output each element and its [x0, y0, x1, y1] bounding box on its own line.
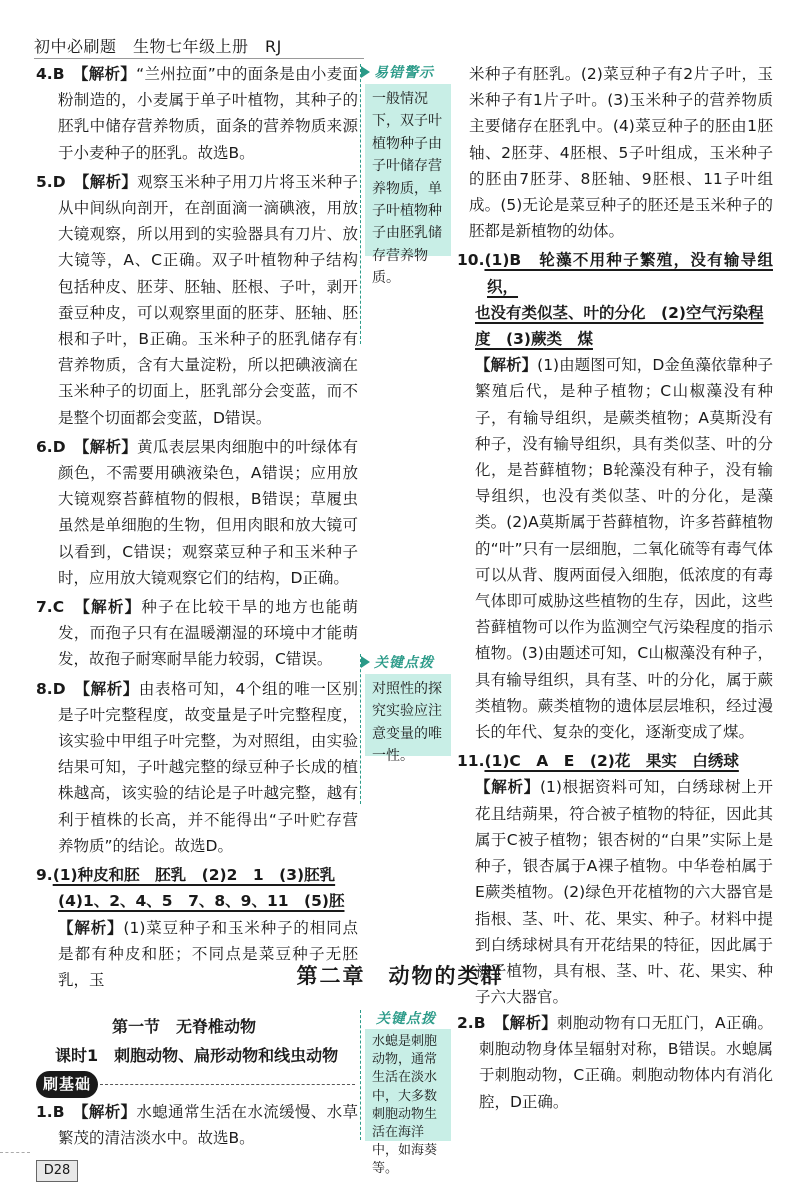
- basics-badge: 刷基础: [36, 1071, 98, 1098]
- basics-right: [457, 1010, 773, 1118]
- q7: 7.C 【解析】种子在比较干旱的地方也能萌发，而孢子只有在温暖潮湿的环境中才能萌发，故孢子耐寒耐旱能力较弱，C错误。: [36, 598, 358, 669]
- q9-answer-line1: (1)种皮和胚 胚乳 (2)2 1 (3)胚乳: [52, 866, 336, 885]
- q11: 11.(1)C A E (2)花 果实 白绣球: [457, 752, 739, 771]
- side-note-2-title: 关键点拨: [374, 655, 434, 671]
- q10-answer-line3: 度 (3)蕨类 煤: [475, 330, 593, 349]
- page-corner: [0, 1152, 30, 1199]
- q9-continued: 米种子有胚乳。(2)菜豆种子有2片子叶，玉米种子有1片子叶。(3)玉米种子的营养物质主要储存在胚乳中。(4)菜豆种子的胚由1胚轴、2胚芽、4胚根、5子叶组成，玉米种子的胚由7胚芽、8胚轴、9胚根、11子叶组成。(5)无论是菜豆种子的胚还是玉米种子的胚都是新植物的幼体。: [469, 65, 773, 241]
- side-note-1: 一般情况下，双子叶植物种子由子叶储存营养物质，单子叶植物种子由胚乳储存营养物质。: [365, 84, 451, 256]
- page-number: D28: [36, 1160, 78, 1182]
- q8: 8.D 【解析】由表格可知，4个组的唯一区别是子叶完整程度，故变量是子叶完整程度，该实验中甲组子叶完整，为对照组，由实验结果可知，子叶越完整的绿豆种子长成的植株越高，该实验的结论是子叶越完整，越有利于植株的长高，并不能得出“子叶贮存营养物质”的结论。故选D。: [36, 679, 358, 855]
- side-note-3-title: 关键点拨: [376, 1011, 436, 1027]
- left-column: [36, 61, 358, 996]
- q9-analysis: 【解析】(1)菜豆种子和玉米种子的相同点是都有种皮和胚；不同点是菜豆种子无胚乳，玉: [58, 918, 358, 989]
- side-note-1-title: 易错警示: [374, 65, 434, 81]
- q10-analysis: 【解析】(1)由题图可知，D金鱼藻依靠种子繁殖后代，是种子植物；C山椒藻没有种子，有输导组织，是蕨类植物；A莫斯没有种子，没有输导组织，具有类似茎、叶的分化，是苔藓植物；B轮藻没有种子，没有输导组织，也没有类似茎、叶的分化，是藻类。(2)A莫斯属于苔藓植物，许多苔藓植物的“叶”只有一层细胞，二氧化硫等有毒气体可以从背、腹两面侵入细胞，低浓度的有毒气体即可威胁这些植物的生存，因此，这些苔藓植物可以作为监测空气污染程度的指示植物。(3)由题述可知，C山椒藻没有种子，具有输导组织，具有茎、叶的分化，属于蕨类植物。蕨类植物的遗体层层堆积，经过漫长的年代、复杂的变化，逐渐变成了煤。: [475, 356, 773, 742]
- q5: 5.D 【解析】观察玉米种子用刀片将玉米种子从中间纵向剖开，在剖面滴一滴碘液，用放大镜观察，所以用到的实验器具有刀片、放大镜等，A、C正确。双子叶植物种子结构包括种皮、胚芽、胚轴、胚根、子叶，剥开蚕豆种皮，可以观察里面的胚芽、胚轴、胚根和子叶，B正确。玉米种子的胚乳储存有营养物质，含有大量淀粉，所以把碘液滴在玉米种子的切面上，胚乳部分会变蓝，而不是整个切面都会变蓝，D错误。: [36, 172, 358, 427]
- q9-answer-line2: (4)1、2、4、5 7、8、9、11 (5)胚: [58, 892, 345, 911]
- q9: 9.(1)种皮和胚 胚乳 (2)2 1 (3)胚乳: [36, 866, 336, 885]
- q4: 4.B 【解析】“兰州拉面”中的面条是由小麦面粉制造的，小麦属于单子叶植物，其种子的胚乳中储存营养物质，面条的营养物质来源于小麦种子的胚乳。故选B。: [36, 65, 358, 162]
- side-note-2: 对照性的探究实验应注意变量的唯一性。: [365, 674, 451, 756]
- running-header: 初中必刷题 生物七年级上册 RJ: [34, 37, 282, 56]
- header-rule: [34, 58, 364, 59]
- lesson-title: 课时1 刺胞动物、扁形动物和线虫动物: [55, 1046, 339, 1065]
- side-note-3: 水螅是刺胞动物，通常生活在淡水中，大多数刺胞动物生活在海洋中，如海葵等。: [365, 1029, 451, 1141]
- basics-left: [36, 1099, 358, 1154]
- b1: 1.B 【解析】水螅通常生活在水流缓慢、水草繁茂的清洁淡水中。故选B。: [36, 1103, 358, 1148]
- section-title: 第一节 无脊椎动物: [112, 1017, 257, 1036]
- right-column: [457, 61, 773, 1013]
- q11-analysis: 【解析】(1)根据资料可知，白绣球树上开花且结蒴果，符合被子植物的特征，因此其属于C被子植物；银杏树的“白果”实际上是种子，银杏属于A裸子植物。中华卷柏属于E蕨类植物。(2)绿色开花植物的六大器官是指根、茎、叶、花、果实、种子。材料中提到白绣球树具有开花结果的特征，因此属于被子植物，具有根、茎、叶、花、果实、种子六大器官。: [475, 778, 773, 1007]
- side-divider: [360, 654, 361, 804]
- q10: 10.(1)B 轮藻不用种子繁殖，没有输导组织，: [457, 251, 773, 296]
- side-divider: [360, 1010, 361, 1140]
- side-arrow-icon: [361, 656, 370, 668]
- b2: 2.B 【解析】刺胞动物有口无肛门，A正确。刺胞动物身体呈辐射对称，B错误。水螅属于刺胞动物，C正确。刺胞动物体内有消化腔，D正确。: [457, 1014, 773, 1111]
- badge-rule: [100, 1084, 355, 1085]
- q10-answer-line2: 也没有类似茎、叶的分化 (2)空气污染程: [475, 303, 764, 322]
- side-arrow-icon: [361, 66, 370, 78]
- side-divider: [360, 64, 361, 344]
- q6: 6.D 【解析】黄瓜表层果肉细胞中的叶绿体有颜色，不需要用碘液染色，A错误；应用放大镜观察苔藓植物的假根，B错误；草履虫虽然是单细胞的生物，但用肉眼和放大镜可以看到，C错误；观察菜豆种子和玉米种子时，应用放大镜观察它们的结构，D正确。: [36, 437, 358, 587]
- chapter-title: 第二章 动物的类群: [296, 964, 504, 988]
